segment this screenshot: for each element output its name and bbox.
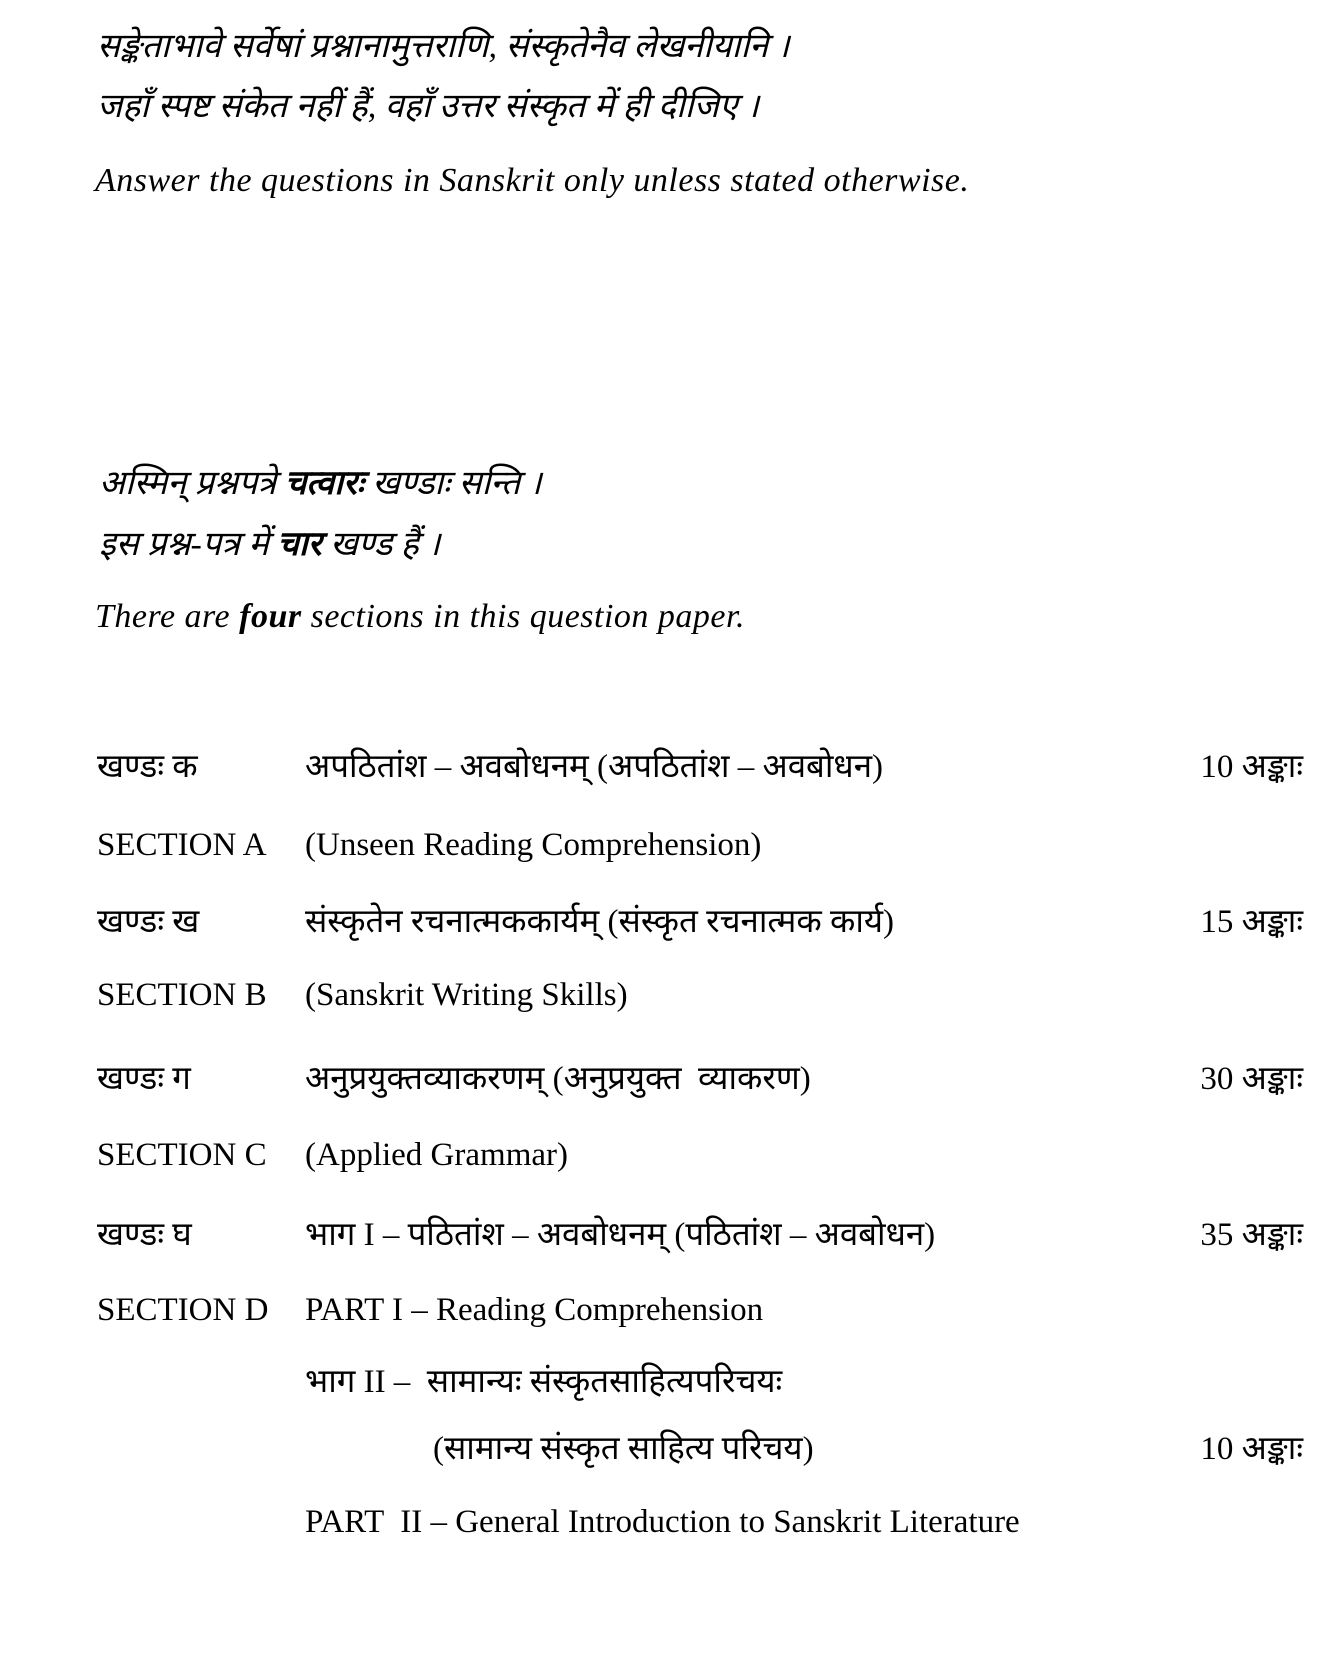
row-label: SECTION A <box>97 827 267 863</box>
row-title: अपठितांश – अवबोधनम् (अपठितांश – अवबोधन) <box>305 749 884 785</box>
table-row-section-d-part2-english <box>97 1503 1303 1543</box>
row-title: (Sanskrit Writing Skills) <box>305 977 628 1013</box>
sections-note-sanskrit-post: खण्डाः सन्ति । <box>363 465 542 502</box>
sections-note-sanskrit-pre: अस्मिन् प्रश्नपत्रे <box>99 465 285 502</box>
table-row-section-b-english <box>97 976 1303 1016</box>
sections-note-hindi-post: खण्ड हैं । <box>321 526 441 563</box>
sections-note-sanskrit <box>99 463 542 506</box>
sections-note-hindi-bold: चार <box>277 526 322 563</box>
table-row-section-c-sanskrit <box>97 1060 1303 1100</box>
instruction-line-sanskrit: सङ्केताभावे सर्वेषां प्रश्नानामुत्तराणि, संस्कृतेनैव लेखनीयानि । <box>97 28 790 65</box>
row-title: PART II – General Introduction to Sanskrit Literature <box>305 1504 1020 1540</box>
row-marks: 30 अङ्काः <box>1200 1061 1303 1097</box>
sections-note-english <box>95 596 745 639</box>
row-title: संस्कृतेन रचनात्मककार्यम् (संस्कृत रचनात्मक कार्य) <box>305 904 895 940</box>
table-row-section-d-sanskrit <box>97 1216 1303 1256</box>
table-row-section-b-sanskrit <box>97 903 1303 943</box>
sections-note-english-bold: four <box>239 598 302 635</box>
row-title: भाग II – सामान्यः संस्कृतसाहित्यपरिचयः <box>305 1364 783 1400</box>
table-row-section-d-part2-hindi <box>97 1430 1303 1470</box>
row-title: PART I – Reading Comprehension <box>305 1292 764 1328</box>
table-row-section-a-english <box>97 826 1303 866</box>
row-label: खण्डः क <box>97 749 198 785</box>
row-label: खण्डः ग <box>97 1061 191 1097</box>
sections-note-hindi <box>99 524 440 567</box>
sections-note-english-post: sections in this question paper. <box>301 598 745 635</box>
row-label: SECTION B <box>97 977 267 1013</box>
row-marks: 35 अङ्काः <box>1200 1217 1303 1253</box>
row-marks: 15 अङ्काः <box>1200 904 1303 940</box>
table-row-section-a-sanskrit <box>97 748 1303 788</box>
row-label: खण्डः घ <box>97 1217 192 1253</box>
table-row-section-d-part2-sanskrit <box>97 1363 1303 1403</box>
row-marks: 10 अङ्काः <box>1200 749 1303 785</box>
sections-note-hindi-pre: इस प्रश्न-पत्र में <box>99 526 278 563</box>
sections-note-sanskrit-bold: चत्वारः <box>284 465 364 502</box>
instruction-line-english: Answer the questions in Sanskrit only unless stated otherwise. <box>95 162 970 199</box>
row-label: SECTION C <box>97 1137 267 1173</box>
instruction-line-hindi: जहाँ स्पष्ट संकेत नहीं हैं, वहाँ उत्तर संस्कृत में ही दीजिए । <box>97 88 760 125</box>
row-title: अनुप्रयुक्तव्याकरणम् (अनुप्रयुक्त व्याकरण) <box>305 1061 811 1097</box>
row-title: भाग I – पठितांश – अवबोधनम् (पठितांश – अवबोधन) <box>305 1217 936 1253</box>
table-row-section-c-english <box>97 1136 1303 1176</box>
row-label: खण्डः ख <box>97 904 200 940</box>
sections-note-english-pre: There are <box>95 598 240 635</box>
row-title: (Applied Grammar) <box>305 1137 568 1173</box>
row-label: SECTION D <box>97 1292 269 1328</box>
table-row-section-d-part1-english <box>97 1291 1303 1331</box>
row-marks: 10 अङ्काः <box>1200 1431 1303 1467</box>
row-title: (सामान्य संस्कृत साहित्य परिचय) <box>433 1431 814 1467</box>
row-title: (Unseen Reading Comprehension) <box>305 827 762 863</box>
